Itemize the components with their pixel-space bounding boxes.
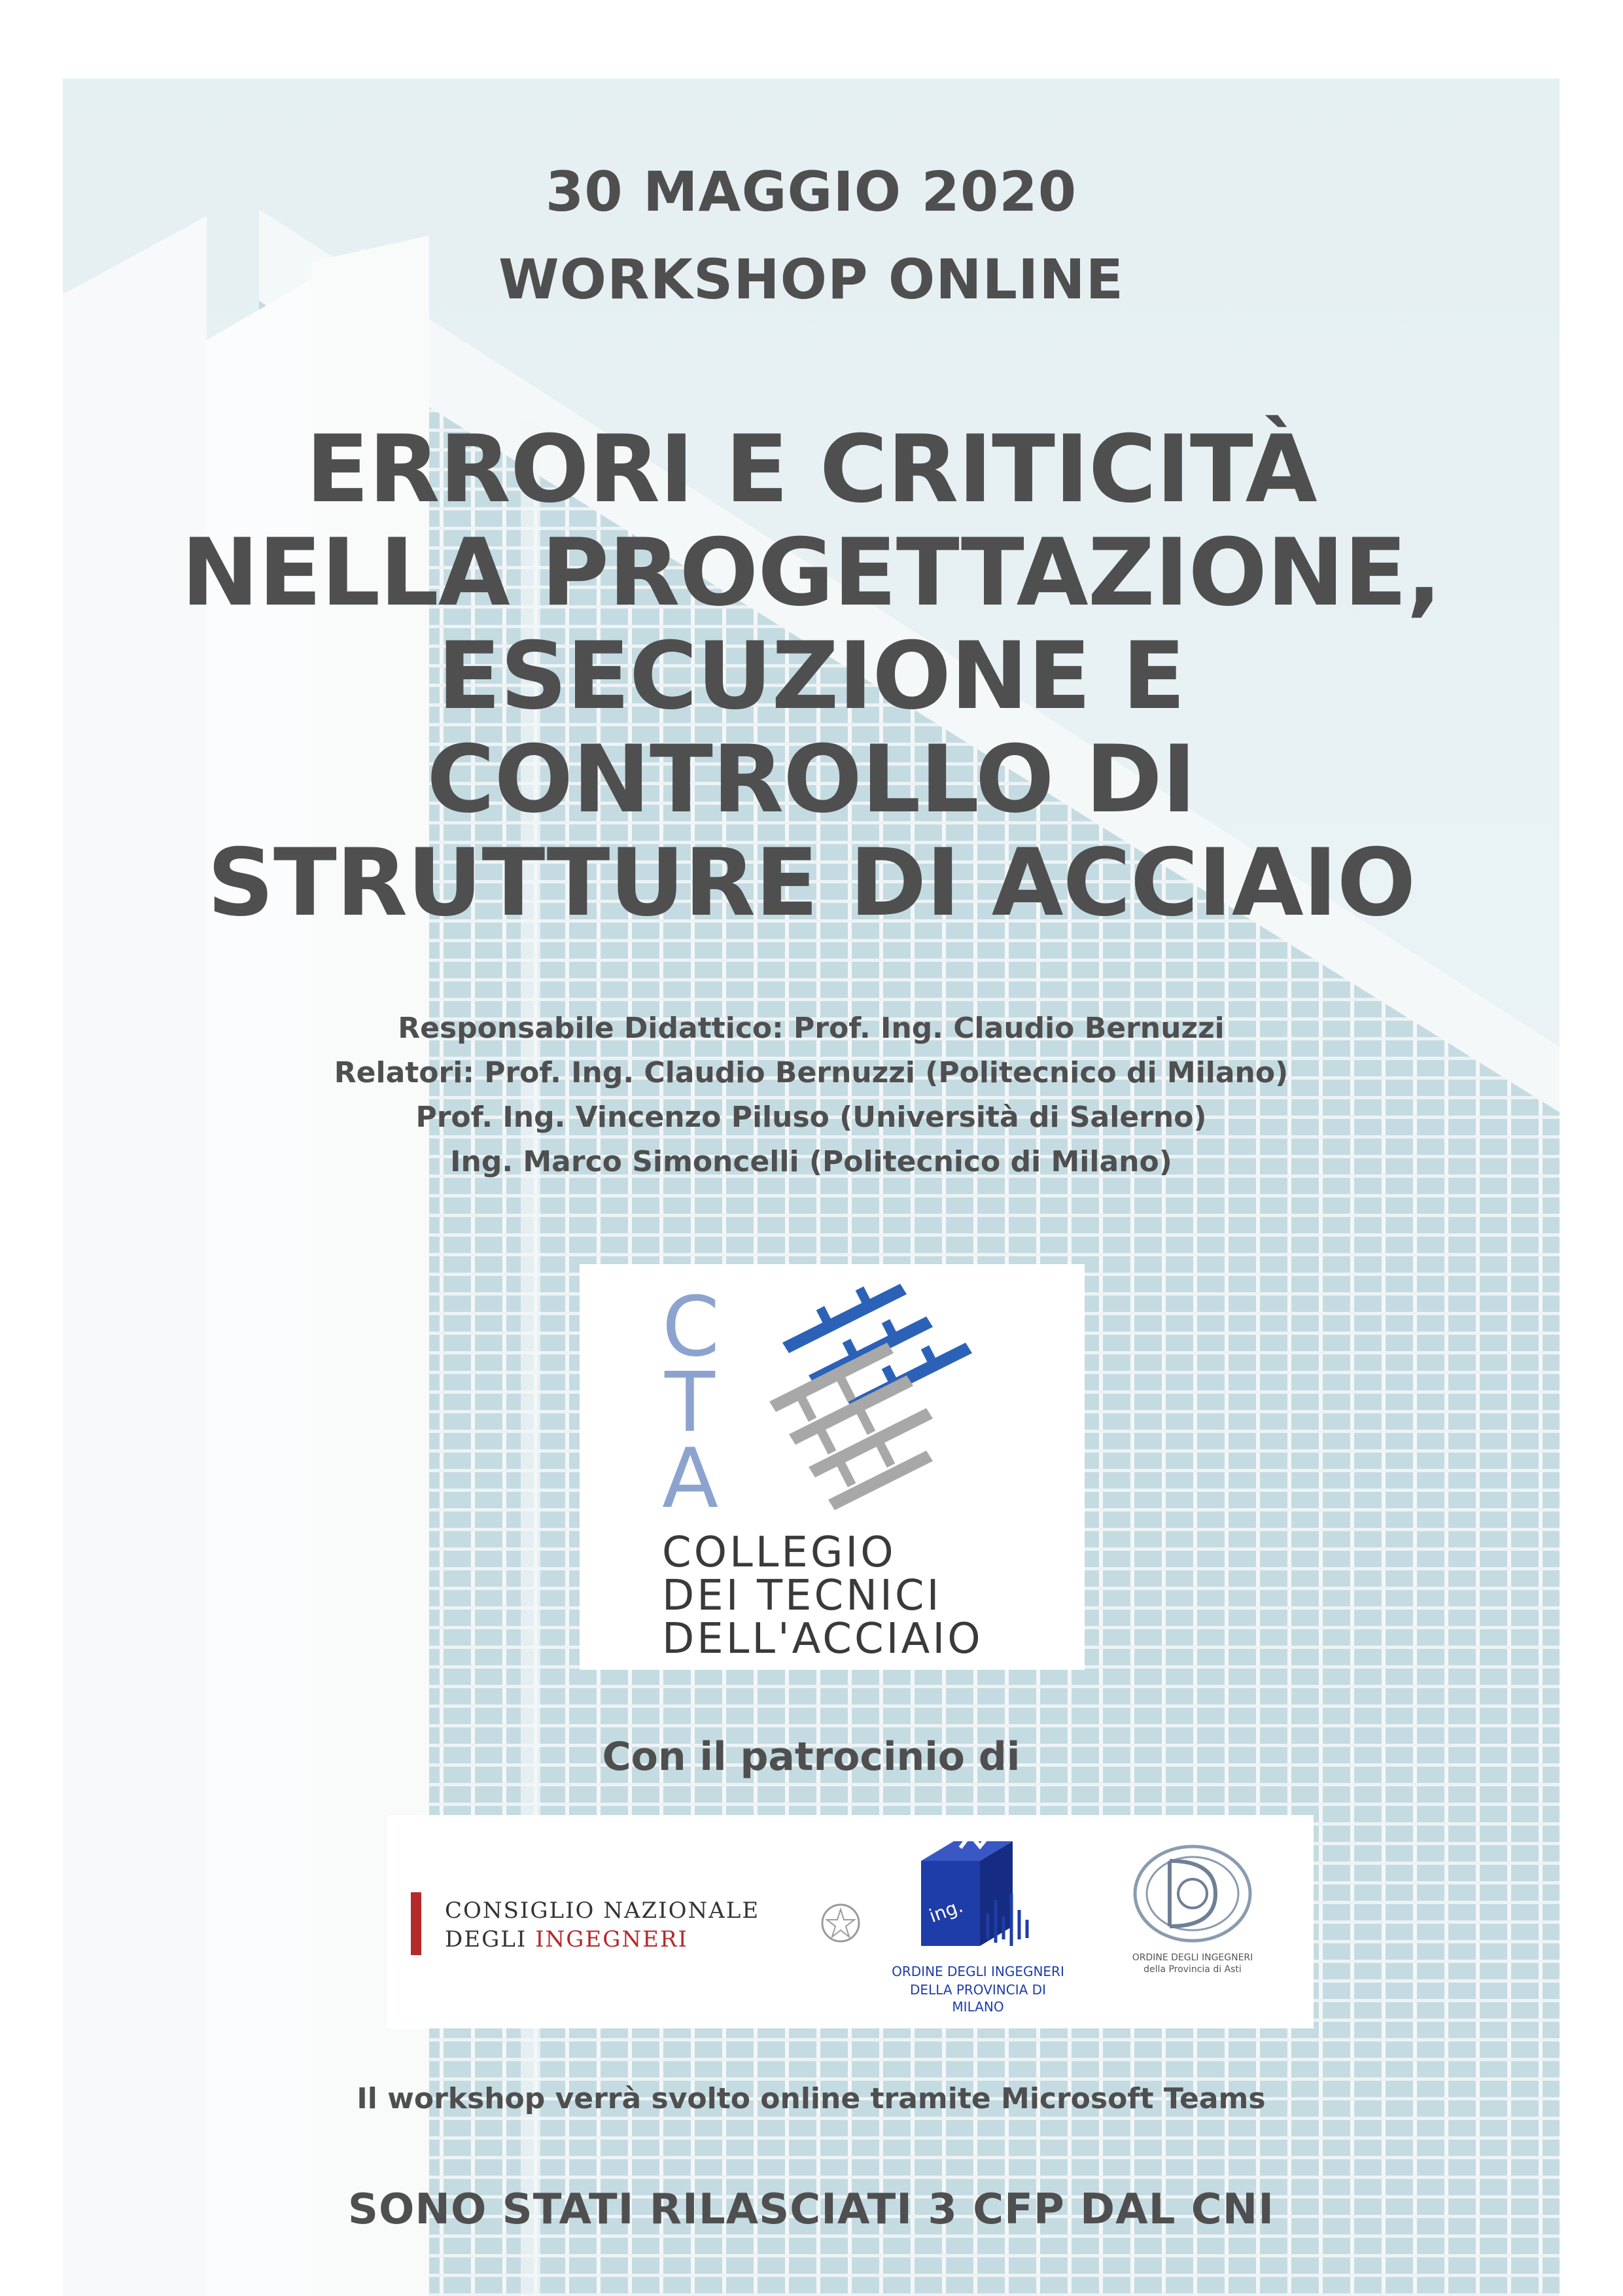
speaker-line: Prof. Ing. Vincenzo Piluso (Università di Salerno) xyxy=(415,1101,1207,1134)
cni-name-line xyxy=(445,1925,688,1954)
cni-name-part: INGEGNERI xyxy=(535,1926,688,1952)
patrons-strip xyxy=(387,1815,1314,2028)
asti-name-line: della Provincia di Asti xyxy=(1143,1964,1242,1975)
credits-banner: SONO STATI RILASCIATI 3 CFP DAL CNI xyxy=(347,2185,1275,2234)
speaker-line: Responsabile Didattico: Prof. Ing. Claudio Bernuzzi xyxy=(398,1012,1225,1045)
cta-letter-a: A xyxy=(662,1430,719,1527)
title-line: ERRORI E CRITICITÀ xyxy=(305,415,1317,523)
cta-logo xyxy=(580,1264,1085,1670)
online-note: Il workshop verrà svolto online tramite Microsoft Teams xyxy=(357,2082,1266,2115)
milano-logo-mark: ing. xyxy=(926,1895,966,1927)
cta-letter-c: C xyxy=(662,1279,720,1375)
republic-emblem-icon xyxy=(818,1900,864,1946)
speaker-line: Ing. Marco Simoncelli (Politecnico di Milano) xyxy=(450,1145,1172,1178)
milano-name-line: DELLA PROVINCIA DI MILANO xyxy=(910,1982,1046,2015)
event-date: 30 MAGGIO 2020 xyxy=(545,160,1077,224)
cta-word: DELL'ACCIAIO xyxy=(662,1615,983,1663)
cta-word: DEI TECNICI xyxy=(662,1572,942,1620)
poster xyxy=(63,79,1560,2296)
event-type: WORKSHOP ONLINE xyxy=(498,247,1125,311)
title-line: STRUTTURE DI ACCIAIO xyxy=(207,829,1416,937)
title-line: CONTROLLO DI xyxy=(427,726,1196,834)
patronage-label: Con il patrocinio di xyxy=(602,1734,1021,1780)
cni-logo-bar xyxy=(411,1892,421,1955)
cni-name-part: DEGLI xyxy=(445,1926,536,1952)
steel-beams-icon xyxy=(743,1271,992,1519)
cni-name-line: CONSIGLIO NAZIONALE xyxy=(445,1898,760,1924)
milano-logo-icon xyxy=(908,1835,1036,1952)
milano-name-line: ORDINE DEGLI INGEGNERI xyxy=(892,1964,1064,1979)
cta-word: COLLEGIO xyxy=(662,1528,896,1577)
title-line: NELLA PROGETTAZIONE, xyxy=(181,519,1441,627)
asti-name-line: ORDINE DEGLI INGEGNERI xyxy=(1132,1952,1253,1963)
speaker-line: Relatori: Prof. Ing. Claudio Bernuzzi (Politecnico di Milano) xyxy=(334,1056,1289,1089)
title-line: ESECUZIONE E xyxy=(437,622,1185,730)
asti-logo-icon xyxy=(1130,1841,1255,1946)
cta-letter-t: T xyxy=(665,1354,715,1451)
